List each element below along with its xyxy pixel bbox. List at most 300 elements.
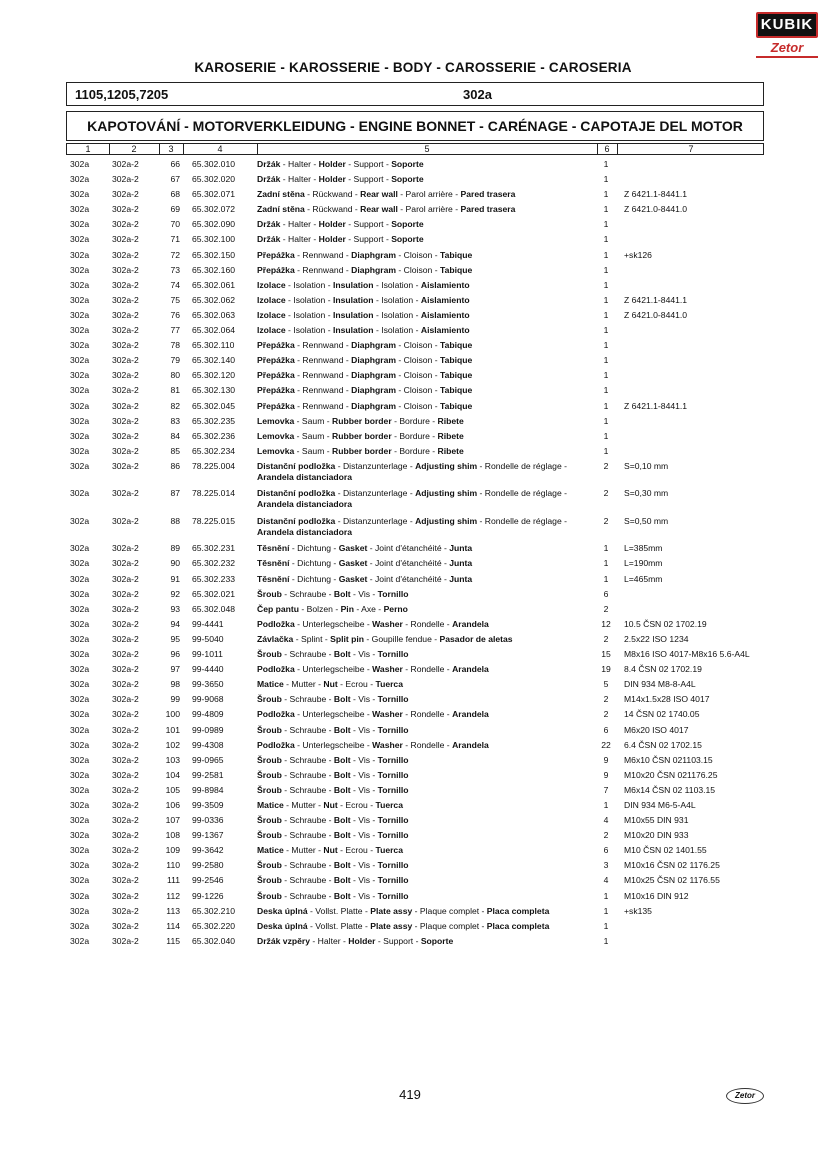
description-cz: Matice xyxy=(257,845,284,856)
cell-figure: 302a-2 xyxy=(112,174,139,185)
cell-figure: 302a-2 xyxy=(112,249,139,260)
cell-figure: 302a-2 xyxy=(112,920,139,931)
table-row xyxy=(0,860,826,875)
cell-note: 8.4 ČSN 02 1702.19 xyxy=(624,664,702,675)
cell-group: 302a xyxy=(70,325,90,336)
description-rest: - Halter - xyxy=(310,935,349,946)
cell-position: 85 xyxy=(170,445,180,456)
cell-figure: 302a-2 xyxy=(112,340,139,351)
parts-list xyxy=(0,159,826,951)
description-cz: Přepážka xyxy=(257,385,295,396)
description-tail: - Plaque complet - xyxy=(412,905,487,916)
table-row xyxy=(0,755,826,770)
cell-group: 302a xyxy=(70,309,90,320)
cell-part-number: 65.302.234 xyxy=(192,445,236,456)
cell-part-number: 99-2546 xyxy=(192,875,224,886)
description-es: Tuerca xyxy=(375,799,403,810)
description-cz: Lemovka xyxy=(257,415,295,426)
description-rest: - Unterlegscheibe - xyxy=(294,709,373,720)
description-tail: - Ecrou - xyxy=(337,799,376,810)
cell-figure: 302a-2 xyxy=(112,460,139,471)
cell-description xyxy=(257,845,595,856)
description-es: Tabique xyxy=(439,264,473,275)
description-tail: - Rondelle de réglage - xyxy=(477,488,567,499)
description-rest: - Halter - xyxy=(280,159,319,169)
cell-group: 302a xyxy=(70,234,90,245)
description-en: Insulation xyxy=(332,279,374,290)
cell-figure: 302a-2 xyxy=(112,860,139,871)
description-tail: - Cloison - xyxy=(396,264,440,275)
cell-position: 111 xyxy=(166,875,180,886)
cell-quantity: 1 xyxy=(603,355,609,366)
cell-note: M10x16 DIN 912 xyxy=(624,890,689,901)
cell-position: 114 xyxy=(166,920,180,931)
cell-part-number: 99-9068 xyxy=(192,694,224,705)
description-es: Arandela distanciadora xyxy=(257,499,353,510)
cell-description xyxy=(257,340,595,351)
cell-figure: 302a-2 xyxy=(112,400,139,411)
description-en: Diaphgram xyxy=(351,355,397,366)
description-es: Soporte xyxy=(391,159,424,169)
cell-group: 302a xyxy=(70,694,90,705)
description-tail: - Cloison - xyxy=(396,249,440,260)
cell-description xyxy=(257,755,595,766)
cell-quantity: 22 xyxy=(601,739,611,750)
cell-figure: 302a-2 xyxy=(112,430,139,441)
cell-figure: 302a-2 xyxy=(112,649,139,660)
description-tail: - Cloison - xyxy=(396,400,440,411)
cell-description xyxy=(257,174,595,185)
cell-description xyxy=(257,891,595,902)
description-tail: - Ecrou - xyxy=(337,845,376,856)
cell-quantity: 1 xyxy=(603,415,609,426)
description-rest: - Schraube - xyxy=(281,830,334,841)
table-row xyxy=(0,694,826,709)
cell-part-number: 99-1226 xyxy=(192,890,224,901)
model-header xyxy=(66,82,764,106)
kubik-zetor-logo xyxy=(756,12,818,58)
cell-group: 302a xyxy=(70,649,90,660)
cell-part-number: 65.302.061 xyxy=(192,279,236,290)
description-es: Placa completa xyxy=(486,920,550,931)
table-row xyxy=(0,936,826,951)
cell-description xyxy=(257,694,595,705)
cell-position: 94 xyxy=(170,618,180,629)
cell-position: 87 xyxy=(170,488,180,499)
description-tail: - Cloison - xyxy=(396,370,440,381)
table-row xyxy=(0,265,826,280)
cell-group: 302a xyxy=(70,279,90,290)
description-tail: - Bordure - xyxy=(391,415,438,426)
cell-quantity: 1 xyxy=(603,573,609,584)
description-en: Nut xyxy=(323,845,338,856)
description-en: Rear wall xyxy=(360,204,398,215)
cell-group: 302a xyxy=(70,159,90,169)
description-cz: Podložka xyxy=(257,664,295,675)
description-tail: - Vis - xyxy=(350,724,378,735)
description-cz: Držák xyxy=(257,159,281,169)
description-cz: Šroub xyxy=(257,649,282,660)
description-cz: Šroub xyxy=(257,588,282,599)
description-tail: - Vis - xyxy=(350,860,378,871)
description-rest: - Distanzunterlage - xyxy=(335,488,416,499)
description-cz: Lemovka xyxy=(257,430,295,441)
cell-note: S=0,10 mm xyxy=(624,460,669,471)
cell-position: 107 xyxy=(165,815,180,826)
description-es: Tornillo xyxy=(377,588,409,599)
description-tail: - Vis - xyxy=(350,649,378,660)
description-tail: - Isolation - xyxy=(373,279,421,290)
cell-part-number: 65.302.040 xyxy=(192,935,236,946)
cell-figure: 302a-2 xyxy=(112,279,139,290)
cell-part-number: 99-2581 xyxy=(192,769,224,780)
description-cz: Deska úplná xyxy=(257,920,308,931)
table-row xyxy=(0,815,826,830)
cell-group: 302a xyxy=(70,830,90,841)
table-row xyxy=(0,800,826,815)
description-cz: Izolace xyxy=(257,294,286,305)
cell-group: 302a xyxy=(70,875,90,886)
description-es: Tabique xyxy=(439,355,473,366)
cell-quantity: 1 xyxy=(603,558,609,569)
description-en: Bolt xyxy=(333,649,351,660)
description-tail: - Joint d'étanchéité - xyxy=(367,543,450,554)
description-es: Aislamiento xyxy=(420,294,470,305)
description-en: Plate assy xyxy=(370,905,413,916)
cell-figure: 302a-2 xyxy=(112,234,139,245)
cell-note: 10.5 ČSN 02 1702.19 xyxy=(624,618,707,629)
cell-description xyxy=(257,401,595,412)
description-tail: - Plaque complet - xyxy=(412,920,487,931)
description-es: Soporte xyxy=(391,174,424,185)
description-rest: - Isolation - xyxy=(285,279,333,290)
description-cz: Zadní stěna xyxy=(257,189,305,200)
table-row xyxy=(0,174,826,189)
cell-group: 302a xyxy=(70,174,90,185)
cell-description xyxy=(257,921,595,932)
description-en: Adjusting shim xyxy=(415,460,478,471)
cell-group: 302a xyxy=(70,204,90,215)
description-rest: - Halter - xyxy=(280,174,319,185)
description-cz: Přepážka xyxy=(257,264,295,275)
description-rest: - Schraube - xyxy=(281,875,334,886)
description-en: Washer xyxy=(372,709,403,720)
description-en: Bolt xyxy=(333,875,351,886)
cell-figure: 302a-2 xyxy=(112,309,139,320)
table-row xyxy=(0,558,826,573)
description-en: Nut xyxy=(323,679,338,690)
cell-figure: 302a-2 xyxy=(112,159,139,169)
description-tail: - Vis - xyxy=(350,890,378,901)
cell-part-number: 99-1011 xyxy=(192,649,223,660)
table-row xyxy=(0,830,826,845)
description-tail: - Support - xyxy=(345,234,392,245)
description-es: Junta xyxy=(449,573,473,584)
description-tail: - Cloison - xyxy=(396,340,440,351)
cell-quantity: 1 xyxy=(603,430,609,441)
cell-group: 302a xyxy=(70,709,90,720)
table-row xyxy=(0,219,826,234)
cell-position: 83 xyxy=(170,415,180,426)
cell-part-number: 99-2580 xyxy=(192,860,224,871)
cell-quantity: 4 xyxy=(603,875,609,886)
cell-note: Z 6421.1-8441.1 xyxy=(624,400,688,411)
cell-quantity: 1 xyxy=(603,279,609,290)
section-title: KAROSERIE - KAROSSERIE - BODY - CAROSSERIE - CAROSERIA xyxy=(194,60,632,75)
description-es: Tabique xyxy=(439,249,473,260)
description-tail: - Rondelle de réglage - xyxy=(477,515,567,526)
cell-group: 302a xyxy=(70,294,90,305)
cell-part-number: 65.302.210 xyxy=(192,905,236,916)
cell-note: M10x25 ČSN 02 1176.55 xyxy=(624,875,720,886)
description-rest: - Rennwand - xyxy=(294,264,352,275)
cell-description xyxy=(257,830,595,841)
description-cz: Šroub xyxy=(257,769,282,780)
description-cz: Přepážka xyxy=(257,370,295,381)
description-rest: - Isolation - xyxy=(285,325,333,336)
cell-part-number: 99-4440 xyxy=(192,664,224,675)
description-en: Diaphgram xyxy=(351,340,397,351)
table-row xyxy=(0,709,826,724)
cell-figure: 302a-2 xyxy=(112,633,139,644)
table-row xyxy=(0,250,826,265)
description-en: Holder xyxy=(318,234,346,245)
table-row xyxy=(0,461,826,489)
description-en: Bolt xyxy=(333,694,351,705)
description-en: Bolt xyxy=(333,724,351,735)
description-es: Tuerca xyxy=(375,679,403,690)
cell-position: 80 xyxy=(170,370,180,381)
cell-part-number: 99-5040 xyxy=(192,633,224,644)
cell-note: DIN 934 M8-8-A4L xyxy=(624,679,696,690)
cell-quantity: 1 xyxy=(603,309,609,320)
cell-part-number: 65.302.048 xyxy=(192,603,236,614)
description-rest: - Saum - xyxy=(294,415,332,426)
cell-figure: 302a-2 xyxy=(112,543,139,554)
cell-figure: 302a-2 xyxy=(112,935,139,946)
description-rest: - Bolzen - xyxy=(299,603,341,614)
cell-description xyxy=(257,370,595,381)
cell-group: 302a xyxy=(70,558,90,569)
cell-figure: 302a-2 xyxy=(112,558,139,569)
description-cz: Šroub xyxy=(257,860,282,871)
description-rest: - Rückwand - xyxy=(304,189,361,200)
description-rest: - Distanzunterlage - xyxy=(335,460,416,471)
cell-description xyxy=(257,860,595,871)
description-tail: - Rondelle - xyxy=(402,618,453,629)
table-row xyxy=(0,906,826,921)
cell-position: 90 xyxy=(170,558,180,569)
description-es: Arandela xyxy=(452,709,489,720)
cell-description xyxy=(257,679,595,690)
col-header-4: 4 xyxy=(217,144,223,154)
cell-group: 302a xyxy=(70,189,90,200)
cell-position: 66 xyxy=(170,159,180,169)
cell-position: 99 xyxy=(170,694,180,705)
table-row xyxy=(0,634,826,649)
cell-quantity: 1 xyxy=(603,219,609,230)
cell-group: 302a xyxy=(70,543,90,554)
description-en: Holder xyxy=(348,935,376,946)
description-es: Pasador de aletas xyxy=(439,633,513,644)
description-en: Holder xyxy=(318,159,346,169)
table-row xyxy=(0,385,826,400)
description-rest: - Saum - xyxy=(294,445,332,456)
cell-note: M14x1.5x28 ISO 4017 xyxy=(624,694,710,705)
cell-quantity: 1 xyxy=(603,935,609,946)
cell-figure: 302a-2 xyxy=(112,264,139,275)
cell-figure: 302a-2 xyxy=(112,488,139,499)
cell-note: 2.5x22 ISO 1234 xyxy=(624,633,689,644)
cell-quantity: 1 xyxy=(603,543,609,554)
cell-figure: 302a-2 xyxy=(112,664,139,675)
cell-quantity: 1 xyxy=(603,159,609,169)
col-header-3: 3 xyxy=(168,144,174,154)
cell-description xyxy=(257,416,595,427)
cell-note: 14 ČSN 02 1740.05 xyxy=(624,709,700,720)
description-tail: - Support - xyxy=(375,935,421,946)
cell-note: M6x20 ISO 4017 xyxy=(624,724,689,735)
cell-note: DIN 934 M6-5-A4L xyxy=(624,799,696,810)
description-tail: - Support - xyxy=(345,159,392,169)
cell-position: 96 xyxy=(170,649,180,660)
cell-group: 302a xyxy=(70,488,90,499)
cell-position: 77 xyxy=(170,325,180,336)
cell-description xyxy=(257,725,595,736)
cell-group: 302a xyxy=(70,815,90,826)
description-es: Aislamiento xyxy=(420,309,470,320)
cell-part-number: 99-4308 xyxy=(192,739,224,750)
cell-description xyxy=(257,800,595,811)
cell-part-number: 65.302.064 xyxy=(192,325,236,336)
description-tail: - Goupille fendue - xyxy=(364,633,440,644)
table-row xyxy=(0,770,826,785)
cell-part-number: 65.302.232 xyxy=(192,558,236,569)
cell-part-number: 99-4441 xyxy=(192,618,224,629)
cell-description xyxy=(257,265,595,276)
table-row xyxy=(0,921,826,936)
description-cz: Deska úplná xyxy=(257,905,308,916)
cell-description xyxy=(257,649,595,660)
description-en: Nut xyxy=(323,799,338,810)
cell-figure: 302a-2 xyxy=(112,739,139,750)
table-row xyxy=(0,785,826,800)
cell-note: L=190mm xyxy=(624,558,663,569)
col-header-7: 7 xyxy=(688,144,694,154)
cell-quantity: 2 xyxy=(603,633,609,644)
description-tail: - Cloison - xyxy=(396,355,440,366)
table-row xyxy=(0,416,826,431)
cell-figure: 302a-2 xyxy=(112,415,139,426)
description-rest: - Schraube - xyxy=(281,724,334,735)
table-row xyxy=(0,446,826,461)
cell-group: 302a xyxy=(70,739,90,750)
description-cz: Šroub xyxy=(257,890,282,901)
cell-group: 302a xyxy=(70,845,90,856)
cell-description xyxy=(257,906,595,917)
description-cz: Držák vzpěry xyxy=(257,935,311,946)
cell-position: 71 xyxy=(170,234,180,245)
description-en: Plate assy xyxy=(370,920,413,931)
cell-group: 302a xyxy=(70,573,90,584)
description-es: Ribete xyxy=(437,430,464,441)
cell-position: 101 xyxy=(165,724,180,735)
description-tail: - Vis - xyxy=(350,815,378,826)
description-cz: Závlačka xyxy=(257,633,294,644)
cell-figure: 302a-2 xyxy=(112,219,139,230)
description-es: Tornillo xyxy=(377,724,409,735)
cell-position: 97 xyxy=(170,664,180,675)
cell-description xyxy=(257,604,595,615)
table-row xyxy=(0,725,826,740)
cell-note: 6.4 ČSN 02 1702.15 xyxy=(624,739,702,750)
cell-description xyxy=(257,936,595,947)
description-tail: - Bordure - xyxy=(391,445,438,456)
cell-description xyxy=(257,785,595,796)
description-es: Tabique xyxy=(439,370,473,381)
cell-description xyxy=(257,574,595,585)
description-tail: - Rondelle de réglage - xyxy=(477,460,567,471)
cell-description xyxy=(257,446,595,457)
description-cz: Izolace xyxy=(257,309,286,320)
cell-quantity: 6 xyxy=(603,724,609,735)
description-en: Holder xyxy=(318,174,346,185)
cell-figure: 302a-2 xyxy=(112,679,139,690)
cell-part-number: 65.302.231 xyxy=(192,543,236,554)
cell-group: 302a xyxy=(70,264,90,275)
table-row xyxy=(0,295,826,310)
description-tail: - Vis - xyxy=(350,754,378,765)
cell-note: S=0,50 mm xyxy=(624,515,669,526)
cell-position: 108 xyxy=(165,830,180,841)
description-rest: - Rückwand - xyxy=(304,204,361,215)
cell-note: L=385mm xyxy=(624,543,663,554)
description-es: Pared trasera xyxy=(460,204,516,215)
description-cz: Těsnění xyxy=(257,543,290,554)
cell-position: 106 xyxy=(165,799,180,810)
cell-part-number: 65.302.140 xyxy=(192,355,236,366)
description-rest: - Rennwand - xyxy=(294,400,352,411)
cell-quantity: 6 xyxy=(603,588,609,599)
description-en: Insulation xyxy=(332,294,374,305)
cell-figure: 302a-2 xyxy=(112,815,139,826)
description-cz: Podložka xyxy=(257,709,295,720)
description-es: Arandela xyxy=(452,739,489,750)
cell-position: 100 xyxy=(165,709,180,720)
description-rest: - Splint - xyxy=(293,633,331,644)
cell-part-number: 65.302.072 xyxy=(192,204,236,215)
cell-position: 109 xyxy=(165,845,180,856)
description-rest: - Schraube - xyxy=(281,588,334,599)
description-es: Tornillo xyxy=(377,890,409,901)
cell-group: 302a xyxy=(70,860,90,871)
cell-description xyxy=(257,385,595,396)
logo-zetor-text: Zetor xyxy=(756,40,818,58)
description-es: Pared trasera xyxy=(460,189,516,200)
cell-group: 302a xyxy=(70,679,90,690)
cell-figure: 302a-2 xyxy=(112,325,139,336)
description-en: Bolt xyxy=(333,784,351,795)
description-es: Placa completa xyxy=(486,905,550,916)
cell-group: 302a xyxy=(70,460,90,471)
description-rest: - Distanzunterlage - xyxy=(335,515,416,526)
cell-figure: 302a-2 xyxy=(112,709,139,720)
cell-part-number: 65.302.220 xyxy=(192,920,236,931)
cell-position: 113 xyxy=(166,905,180,916)
cell-position: 70 xyxy=(170,219,180,230)
cell-figure: 302a-2 xyxy=(112,370,139,381)
description-cz: Těsnění xyxy=(257,573,290,584)
